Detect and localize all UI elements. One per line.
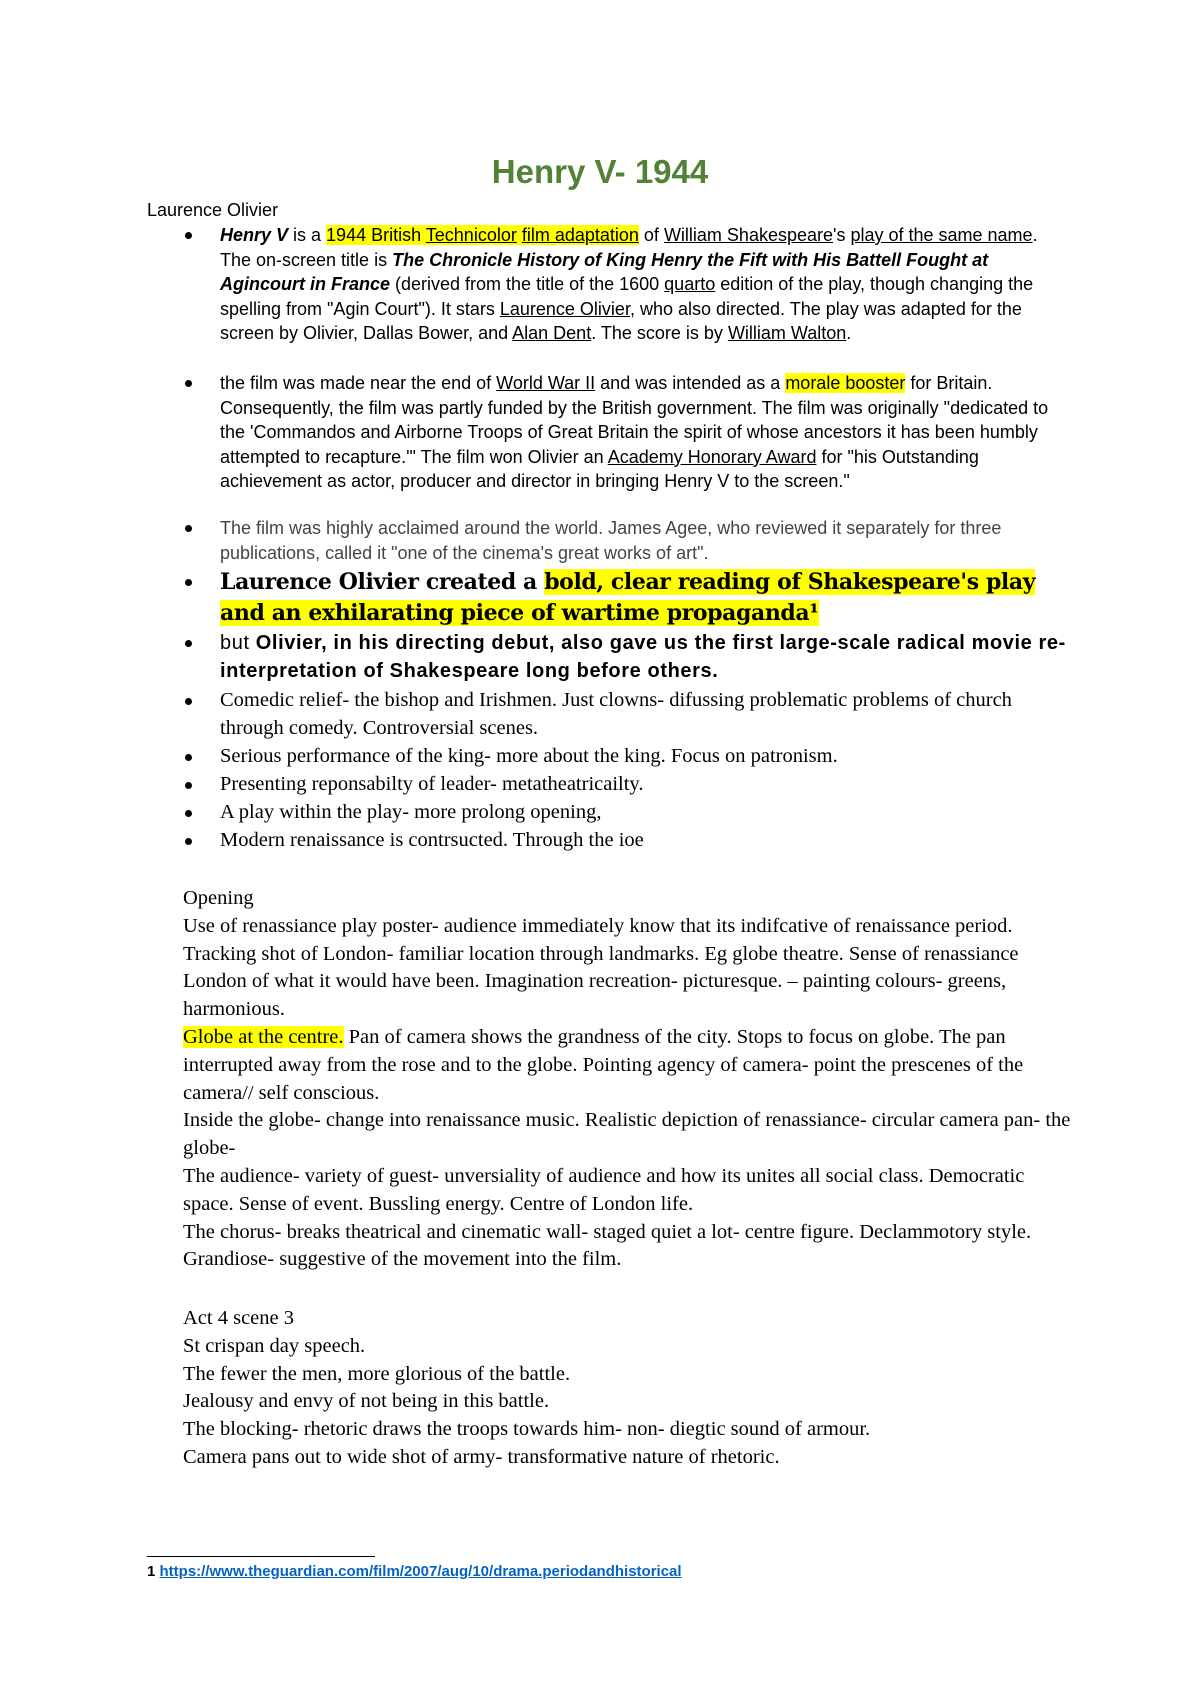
footnote-reference[interactable]: ¹	[809, 600, 819, 626]
bullet-icon	[185, 380, 192, 387]
act-section	[183, 1305, 1073, 1472]
link-film-adaptation[interactable]: film adaptation	[521, 225, 639, 245]
film-title-text: Henry V	[220, 225, 289, 245]
highlighted-text: morale booster	[785, 373, 906, 393]
bullet-icon	[185, 838, 192, 845]
text-run: and was intended as a	[595, 373, 786, 393]
list-item-text: The film was highly acclaimed around the world. James Agee, who reviewed it separately for three publications, called it "one of the cinema's great works of art".	[220, 518, 1002, 563]
bullet-icon	[185, 579, 192, 586]
bullet-icon	[185, 754, 192, 761]
list-item	[147, 629, 1072, 687]
list-item	[147, 371, 1072, 516]
text-run: but	[220, 632, 256, 654]
highlighted-text: Globe at the centre.	[183, 1025, 344, 1048]
bullet-icon	[185, 698, 192, 705]
list-item-text: Serious performance of the king- more about the king. Focus on patronism.	[220, 745, 838, 767]
paragraph: Inside the globe- change into renaissance music. Realistic depiction of renassiance- circular camera pan- the globe-	[183, 1109, 1071, 1160]
text-run: for Britain. Consequently, the film was partly funded by the British government. The film was originally "dedicated to the 'Commandos and Airborne Troops of Great Britain the spirit of whose ancestors it has been humbly attempted to recapture.'" The film won Olivier an	[220, 373, 1049, 467]
text-run: .	[846, 323, 852, 344]
footnote	[147, 1562, 682, 1582]
link-world-war-ii[interactable]: World War II	[496, 373, 596, 393]
bullet-icon	[185, 640, 192, 647]
list-item	[147, 567, 1072, 629]
list-item-text: Modern renaissance is contrsucted. Through the ioe	[220, 829, 644, 851]
link-laurence-olivier[interactable]: Laurence Olivier	[499, 298, 630, 319]
bullet-icon	[185, 232, 192, 239]
footnote-link[interactable]: https://www.theguardian.com/film/2007/aug/10/drama.periodandhistorical	[159, 1563, 682, 1580]
text-run: (derived from the title of the 1600	[390, 274, 665, 295]
highlighted-quote: bold, clear reading of Shakespeare's play and an exhilarating piece of wartime propaganda	[220, 569, 1036, 626]
paragraph: The audience- variety of guest- unversiality of audience and how its unites all social class. Democratic space. Sense of event. Bussling energy. Centre of London life.	[183, 1164, 1025, 1215]
link-academy-honorary-award[interactable]: Academy Honorary Award	[607, 446, 817, 467]
paragraph: Camera pans out to wide shot of army- transformative nature of rhetoric.	[183, 1445, 780, 1468]
text-run: edition of the play, though changing the spelling from "Agin Court"). It stars	[220, 274, 1034, 319]
section-heading: Opening	[183, 887, 254, 909]
text-run: is a	[288, 225, 327, 245]
section-heading: Act 4 scene 3	[183, 1307, 294, 1329]
text-run: the film was made near the end of	[220, 373, 497, 393]
highlighted-text: 1944 British	[326, 225, 426, 245]
list-item	[147, 687, 1072, 743]
opening-section	[183, 885, 1073, 1274]
bullet-icon	[185, 782, 192, 789]
paragraph: The fewer the men, more glorious of the battle.	[183, 1362, 571, 1385]
list-item	[147, 516, 1072, 567]
paragraph: Use of renassiance play poster- audience immediately know that its indifcative of renaissance period. Tracking shot of London- familiar location through landmarks. Eg globe theatre. Sense of renassiance London of what it would have been. Imagination recreation- picturesque. – painting colours- greens, harmonious.	[183, 914, 1019, 1021]
list-item	[147, 771, 1072, 799]
text-run: , who also directed. The play was adapted for the screen by Olivier, Dallas Bower, and	[220, 298, 1022, 344]
paragraph	[183, 1024, 1073, 1107]
link-william-walton[interactable]: William Walton	[727, 323, 847, 344]
footnote-divider	[147, 1556, 375, 1557]
bullet-icon	[185, 810, 192, 817]
text-run: 's	[833, 225, 851, 245]
link-quarto[interactable]: quarto	[664, 274, 716, 295]
paragraph: The blocking- rhetoric draws the troops towards him- non- diegtic sound of armour.	[183, 1418, 871, 1441]
onscreen-title-text: The Chronicle History of King Henry the Fift with His Battell Fought at Agincourt in France	[220, 249, 989, 295]
link-william-shakespeare[interactable]: William Shakespeare	[663, 225, 834, 245]
paragraph: The chorus- breaks theatrical and cinematic wall- staged quiet a lot- centre figure. Declammotory style. Grandiose- suggestive of the movement into the film.	[183, 1220, 1032, 1271]
list-item-text: Presenting reponsabilty of leader- metatheatricailty.	[220, 773, 644, 795]
footnote-number: 1	[147, 1563, 156, 1580]
document-title: Henry V- 1944	[491, 153, 709, 190]
text-run: . The score is by	[591, 323, 728, 344]
list-item-text: A play within the play- more prolong opening,	[220, 801, 602, 823]
paragraph: Jealousy and envy of not being in this battle.	[183, 1390, 550, 1413]
paragraph: St crispan day speech.	[183, 1334, 366, 1357]
list-item	[147, 223, 1072, 371]
bullet-list	[147, 223, 1072, 855]
text-run: for "his Outstanding achievement as actor, producer and director in bringing Henry V to the screen."	[220, 446, 979, 492]
link-play-of-the-same-name[interactable]: play of the same name	[850, 225, 1033, 245]
list-item	[147, 799, 1072, 827]
text-run: Laurence Olivier created a	[220, 569, 545, 595]
subheading: Laurence Olivier	[147, 200, 279, 220]
list-item-text: Comedic relief- the bishop and Irishmen. Just clowns- difussing problematic problems of church through comedy. Controversial scenes.	[220, 689, 1012, 739]
list-item	[147, 743, 1072, 771]
text-run: Pan of camera shows the grandness of the city. Stops to focus on globe. The pan interrupted away from the rose and to the globe. Pointing agency of camera- point the prescenes of the camera// self conscious.	[183, 1025, 1024, 1104]
text-run: . The on-screen title is	[220, 225, 1038, 270]
bold-statement: Olivier, in his directing debut, also gave us the first large-scale radical movie re-interpretation of Shakespeare long before others.	[220, 632, 1066, 682]
link-technicolor[interactable]: Technicolor	[425, 225, 517, 245]
text-run: of	[638, 225, 664, 245]
link-alan-dent[interactable]: Alan Dent	[512, 323, 592, 344]
list-item	[147, 827, 1072, 855]
bullet-icon	[185, 525, 192, 532]
